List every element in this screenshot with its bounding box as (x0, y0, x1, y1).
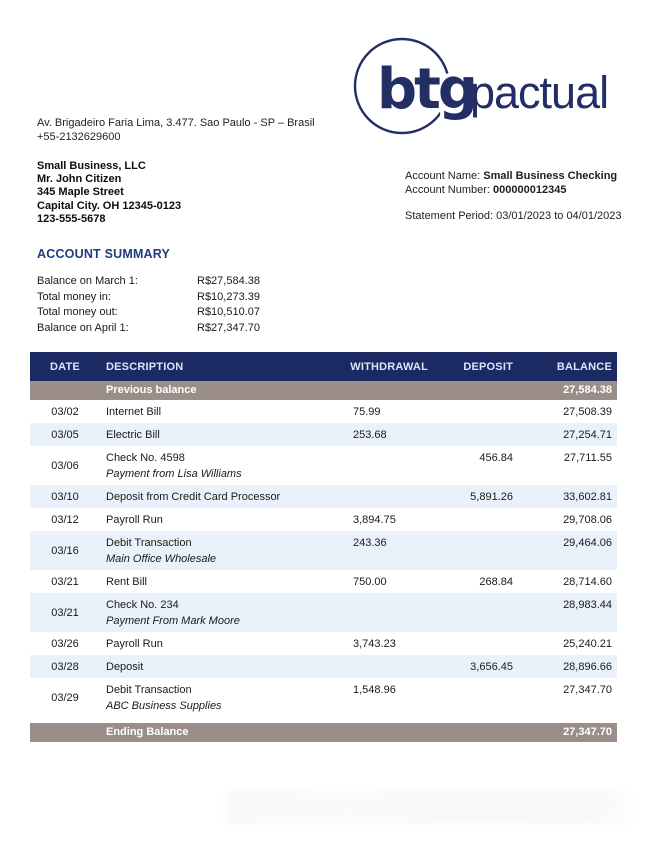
ending-balance-value: 27,347.70 (517, 723, 617, 742)
transaction-withdrawal (345, 485, 430, 508)
transaction-description (100, 423, 345, 446)
transaction-balance: 27,347.70 (563, 684, 612, 696)
transaction-description (100, 485, 345, 508)
account-name-label: Account Name: (405, 170, 484, 182)
previous-balance-value: 27,584.38 (517, 381, 617, 400)
transaction-description (100, 531, 345, 570)
summary-value: R$27,584.38 (197, 275, 260, 287)
account-summary-section (37, 247, 437, 336)
table-row (30, 446, 617, 485)
transaction-withdrawal (345, 655, 430, 678)
transaction-date: 03/21 (30, 593, 100, 632)
transaction-description-main: Payroll Run (106, 514, 163, 526)
table-row (30, 632, 617, 655)
table-row (30, 508, 617, 531)
column-header-description: DESCRIPTION (100, 352, 345, 381)
transaction-balance: 29,464.06 (517, 531, 617, 570)
customer-city: Capital City. OH 12345-0123 (37, 199, 182, 212)
transaction-deposit: 3,656.45 (430, 655, 517, 678)
transaction-description (100, 570, 345, 593)
table-row (30, 400, 617, 423)
summary-row (37, 321, 437, 337)
transaction-date: 03/10 (30, 485, 100, 508)
account-summary-title: ACCOUNT SUMMARY (37, 247, 171, 261)
transaction-date: 03/16 (30, 531, 100, 570)
transaction-description-main: Check No. 234 (106, 599, 179, 611)
transaction-withdrawal: 75.99 (353, 406, 381, 418)
transactions-table-header (30, 352, 617, 381)
btg-pactual-logo (350, 27, 630, 139)
transaction-withdrawal: 3,894.75 (353, 514, 396, 526)
bank-phone: +55-2132629600 (37, 131, 121, 143)
transaction-withdrawal: 243.36 (345, 531, 430, 570)
summary-label: Total money out: (37, 306, 118, 318)
transaction-description (100, 678, 345, 717)
transaction-deposit (430, 678, 517, 717)
transactions-table (30, 352, 617, 742)
transaction-date: 03/06 (51, 460, 79, 472)
transaction-date: 03/05 (30, 423, 100, 446)
transaction-date: 03/12 (51, 514, 79, 526)
account-number-label: Account Number: (405, 183, 494, 196)
customer-name: Mr. John Citizen (37, 173, 122, 186)
transaction-description-main: Electric Bill (106, 429, 160, 441)
transaction-deposit (430, 400, 517, 423)
transaction-description (100, 593, 345, 632)
transaction-balance: 27,711.55 (563, 452, 612, 464)
transaction-balance: 33,602.81 (517, 485, 617, 508)
summary-value: R$27,347.70 (197, 321, 260, 334)
table-row (30, 531, 617, 570)
transaction-description-main: Rent Bill (106, 576, 147, 588)
column-header-withdrawal: WITHDRAWAL (345, 352, 430, 381)
summary-row (37, 290, 437, 306)
transaction-deposit (430, 531, 517, 570)
transaction-description-main: Debit Transaction (106, 684, 192, 696)
btg-pactual-logo-graphic (350, 27, 630, 139)
transaction-description (100, 632, 345, 655)
summary-value: R$10,273.39 (197, 290, 260, 303)
transaction-description (100, 446, 345, 485)
transaction-withdrawal: 750.00 (353, 576, 387, 588)
faint-watermark (225, 790, 630, 824)
transaction-withdrawal (345, 593, 430, 632)
transaction-balance: 27,254.71 (517, 423, 617, 446)
transaction-deposit: 456.84 (479, 452, 513, 464)
transaction-date: 03/26 (51, 638, 79, 650)
bank-contact-block (37, 116, 315, 144)
previous-balance-label: Previous balance (100, 381, 345, 400)
transaction-withdrawal (345, 446, 430, 485)
transaction-deposit (430, 423, 517, 446)
table-row (30, 423, 617, 446)
transaction-date: 03/28 (30, 655, 100, 678)
bank-address: Av. Brigadeiro Faria Lima, 3.477. Sao Paulo - SP – Brasil (37, 117, 315, 129)
transaction-description-main: Deposit (106, 661, 144, 673)
summary-label: Total money in: (37, 290, 111, 303)
transaction-balance: 28,714.60 (563, 576, 612, 588)
transaction-description-main: Payroll Run (106, 638, 163, 650)
table-row (30, 570, 617, 593)
transaction-description-note: Main Office Wholesale (106, 553, 217, 565)
column-header-balance: BALANCE (517, 352, 617, 381)
customer-address-block (37, 160, 181, 226)
logo-pactual-text: pactual (470, 67, 609, 118)
transaction-description-main: Deposit from Credit Card Processor (106, 491, 281, 503)
transaction-balance: 28,896.66 (517, 655, 617, 678)
account-name-line (405, 170, 622, 184)
transactions-body (30, 400, 617, 717)
transaction-withdrawal: 253.68 (345, 423, 430, 446)
table-row (30, 655, 617, 678)
transaction-description-note: Payment From Mark Moore (106, 615, 240, 627)
customer-phone: 123-555-5678 (37, 212, 106, 225)
summary-label: Balance on April 1: (37, 321, 129, 334)
summary-label: Balance on March 1: (37, 275, 138, 287)
table-row (30, 593, 617, 632)
column-header-deposit: DEPOSIT (430, 352, 517, 381)
ending-balance-label: Ending Balance (100, 723, 345, 742)
account-number-value: 000000012345 (493, 183, 567, 196)
previous-balance-row (30, 381, 617, 400)
ending-balance-row (30, 723, 617, 742)
table-row (30, 678, 617, 717)
transaction-balance: 29,708.06 (563, 514, 612, 526)
transaction-description-main: Internet Bill (106, 406, 162, 418)
transaction-balance: 28,983.44 (517, 593, 617, 632)
transaction-deposit (430, 508, 517, 531)
statement-period: Statement Period: 03/01/2023 to 04/01/2023 (405, 210, 622, 222)
transaction-description-main: Debit Transaction (106, 537, 192, 549)
account-info-block (405, 170, 622, 224)
transaction-deposit (430, 593, 517, 632)
transaction-withdrawal: 3,743.23 (353, 638, 396, 650)
transaction-description (100, 400, 345, 423)
transaction-deposit: 268.84 (479, 576, 513, 588)
transaction-description (100, 508, 345, 531)
table-row (30, 485, 617, 508)
transaction-description-note: ABC Business Supplies (106, 700, 222, 712)
transaction-deposit: 5,891.26 (430, 485, 517, 508)
transaction-description (100, 655, 345, 678)
customer-company: Small Business, LLC (37, 160, 146, 172)
transaction-date: 03/21 (51, 576, 79, 588)
summary-value: R$10,510.07 (197, 306, 260, 318)
transaction-withdrawal: 1,548.96 (353, 684, 396, 696)
account-summary-rows (37, 274, 437, 336)
transaction-description-note: Payment from Lisa Williams (106, 468, 242, 480)
customer-street: 345 Maple Street (37, 186, 124, 199)
account-name-value: Small Business Checking (483, 170, 618, 182)
transaction-date: 03/02 (51, 406, 79, 418)
summary-row (37, 305, 437, 321)
transaction-date: 03/29 (51, 692, 79, 704)
account-number-line (405, 184, 622, 198)
transaction-deposit (430, 632, 517, 655)
transaction-balance: 25,240.21 (563, 638, 612, 650)
transaction-description-main: Check No. 4598 (106, 452, 185, 464)
logo-btg-text: btg (377, 57, 475, 122)
transaction-balance: 27,508.39 (563, 406, 612, 418)
summary-row (37, 274, 437, 290)
column-header-date: DATE (30, 352, 100, 381)
